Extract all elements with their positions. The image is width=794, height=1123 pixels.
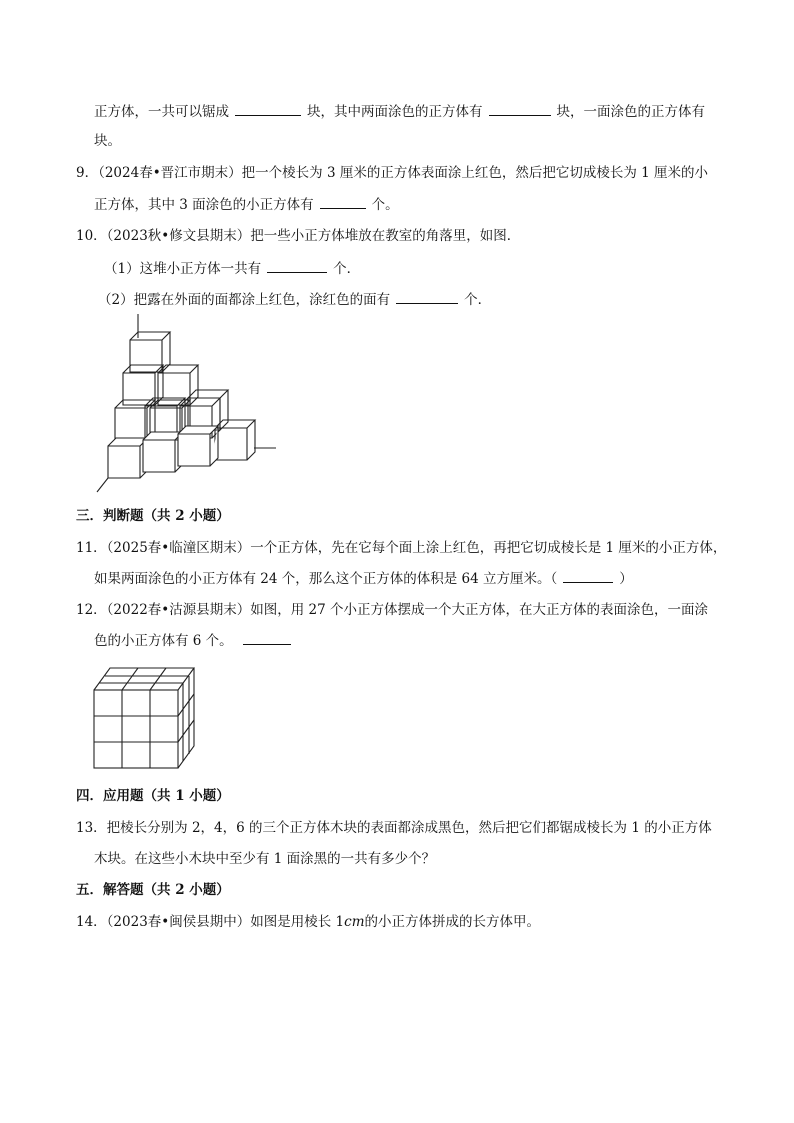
q14-text-2: 的小正方体拼成的长方体甲。 (364, 914, 541, 930)
grid-line (178, 720, 194, 742)
cube (108, 438, 148, 478)
q12-text-1: 色的小正方体有 6 个。 (94, 633, 233, 649)
q14-unit: cm (344, 914, 365, 930)
q10-blank-1[interactable] (267, 258, 327, 273)
grid-line (150, 668, 166, 690)
q8-line2 (94, 131, 121, 151)
cube-stack-figure (90, 312, 290, 496)
q9-line1: 9．（2024春•晋江市期末）把一个棱长为 3 厘米的正方体表面涂上红色，然后把它切成棱长为 1 厘米的小 (76, 165, 709, 181)
q9-text-1: 正方体，其中 3 面涂色的小正方体有 (94, 197, 314, 213)
q8-text-4: 块。 (94, 133, 121, 149)
cube-top-face (94, 668, 194, 690)
section-4-heading: 四．应用题（共 1 小题） (76, 788, 230, 804)
q10-sub1-text-1: （1）这堆小正方体一共有 (104, 261, 262, 277)
big-cube-figure (92, 664, 202, 772)
q12-line2 (94, 630, 297, 651)
cube-front-face (94, 690, 178, 768)
q10-sub2-text-2: 个． (464, 292, 492, 308)
q13-line2: 木块。在这些小木块中至少有 1 面涂黑的一共有多少个？ (94, 851, 436, 867)
q14-line1 (76, 912, 540, 932)
cube (130, 332, 170, 372)
cube (178, 426, 218, 466)
q8-blank-2[interactable] (489, 101, 551, 116)
cube (143, 432, 183, 472)
grid-line (122, 668, 138, 690)
q10-sub2 (98, 289, 491, 310)
q9-line2 (94, 194, 399, 215)
cube (215, 420, 255, 460)
q9-blank[interactable] (320, 194, 366, 209)
q8-text-1: 正方体，一共可以锯成 (94, 104, 229, 120)
q11-text-1: 如果两面涂色的小正方体有 24 个，那么这个正方体的体积是 64 立方厘米。（ (94, 571, 558, 587)
q13-line1: 13．把棱长分别为 2，4，6 的三个正方体木块的表面都涂成黑色，然后把它们都锯成棱长为 1 的小正方体 (76, 820, 712, 836)
q8-text-2: 块，其中两面涂色的正方体有 (307, 104, 483, 120)
q12-blank[interactable] (243, 630, 291, 645)
q11-line2 (94, 568, 633, 589)
q10-sub2-text-1: （2）把露在外面的面都涂上红色，涂红色的面有 (98, 292, 391, 308)
cube (188, 390, 228, 430)
q11-line1: 11．（2025春•临潼区期末）一个正方体，先在它每个面上涂上红色，再把它切成棱长是 1 厘米的小正方体， (76, 540, 727, 556)
q10-line1: 10．（2023秋•修文县期末）把一些小正方体堆放在教室的角落里，如图． (76, 228, 521, 244)
q11-blank[interactable] (563, 568, 613, 583)
section-3-heading: 三．判断题（共 2 小题） (76, 508, 230, 524)
q14-text-1: 14．（2023春•闽侯县期中）如图是用棱长 1 (76, 914, 345, 930)
depth-axis-line (97, 478, 108, 492)
q12-line1: 12．（2022春•沽源县期末）如图，用 27 个小正方体摆成一个大正方体，在大正方体的表面涂色，一面涂 (76, 602, 709, 618)
q10-sub1-text-2: 个． (333, 261, 361, 277)
q8-blank-1[interactable] (235, 101, 301, 116)
grid-line (178, 694, 194, 716)
q8-line1 (94, 101, 705, 122)
q10-blank-2[interactable] (396, 289, 458, 304)
q9-text-2: 个。 (371, 197, 399, 213)
cube (123, 365, 163, 405)
q8-text-3: 块，一面涂色的正方体有 (556, 104, 705, 120)
q10-sub1 (104, 258, 360, 279)
q11-text-2: ） (619, 571, 633, 587)
section-5-heading: 五．解答题（共 2 小题） (76, 882, 230, 898)
cube (158, 365, 198, 405)
